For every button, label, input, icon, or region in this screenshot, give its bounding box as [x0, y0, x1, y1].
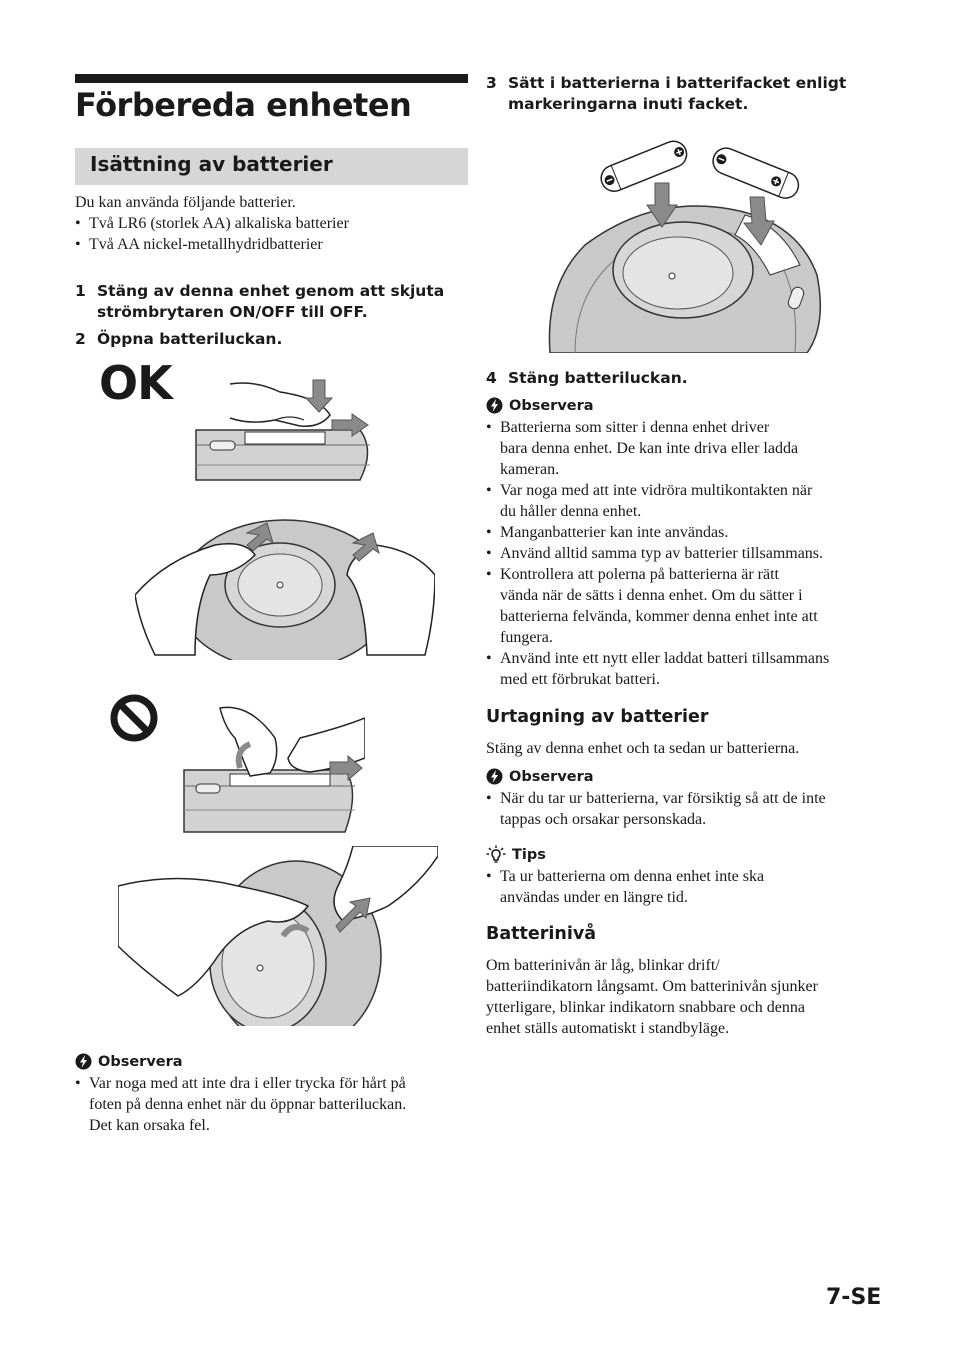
line: Det kan orsaka fel. [89, 1117, 210, 1134]
step-4 [486, 368, 906, 389]
list-item [486, 648, 896, 690]
list-item [486, 564, 896, 648]
intro-block [75, 192, 468, 255]
battery-level-text [486, 955, 896, 1039]
note-list-right [486, 417, 896, 690]
list-item [486, 417, 896, 480]
list-item [486, 480, 896, 522]
line: med ett förbrukat batteri. [500, 671, 660, 688]
line: Använd inte ett nytt eller laddat batteri tillsammans [500, 650, 830, 667]
illustration-slide-wrong [180, 698, 365, 838]
note-heading-removal [486, 768, 594, 785]
lightbulb-icon [486, 845, 506, 865]
line: tappas och orsakar personskada. [500, 811, 707, 828]
line: Ta ur batterierna om denna enhet inte ska [500, 868, 765, 885]
list-item: • Två AA nickel-metallhydridbatterier [75, 234, 468, 255]
page-number: 7-SE [826, 1285, 882, 1310]
line: batterierna felvända, kommer denna enhet inte att [500, 608, 818, 625]
caution-icon [486, 768, 503, 785]
caution-icon [486, 397, 503, 414]
illustration-insert-batteries [545, 135, 825, 353]
note-heading-left [75, 1053, 183, 1070]
line: Var noga med att inte vidröra multikontakten när [500, 482, 813, 499]
list-item [486, 543, 896, 564]
illustration-slide-ok [180, 370, 380, 495]
removal-heading: Urtagning av batterier [486, 707, 709, 727]
illustration-open-wrong [118, 846, 438, 1026]
battery-level-heading: Batterinivå [486, 924, 597, 944]
step-text: Sätt i batterierna i batterifacket enligt [508, 74, 847, 92]
step-text: Stäng batteriluckan. [508, 369, 688, 387]
line: enhet ställs automatiskt i standbyläge. [486, 1020, 730, 1037]
note-list-removal [486, 788, 896, 830]
step-text: strömbrytaren ON/OFF till OFF. [97, 303, 368, 321]
note-heading-right [486, 397, 594, 414]
step-number: 1 [75, 282, 86, 300]
line: användas under en längre tid. [500, 889, 688, 906]
note-list-left [75, 1073, 475, 1136]
list-item: • Två LR6 (storlek AA) alkaliska batterier [75, 213, 468, 234]
line: Var noga med att inte dra i eller trycka för hårt på [89, 1075, 406, 1092]
note-label: Observera [509, 768, 594, 785]
tips-label: Tips [512, 847, 546, 863]
line: du håller denna enhet. [500, 503, 642, 520]
step-1 [75, 281, 475, 323]
step-text: Stäng av denna enhet genom att skjuta [97, 282, 445, 300]
step-number: 3 [486, 74, 497, 92]
step-3 [486, 73, 906, 115]
list-item [486, 788, 896, 830]
removal-text: Stäng av denna enhet och ta sedan ur batterierna. [486, 740, 800, 757]
caution-icon [75, 1053, 92, 1070]
line: Använd alltid samma typ av batterier tillsammans. [500, 545, 824, 562]
note-label: Observera [509, 397, 594, 414]
step-number: 4 [486, 369, 497, 387]
section-title: Isättning av batterier [90, 152, 333, 176]
step-2 [75, 329, 475, 350]
title-rule [75, 74, 468, 83]
list-item [486, 522, 896, 543]
list-item [486, 866, 896, 908]
line: vända när de sätts i denna enhet. Om du sätter i [500, 587, 803, 604]
ok-label: OK [99, 356, 172, 410]
note-label: Observera [98, 1053, 183, 1070]
line: Kontrollera att polerna på batterierna är rätt [500, 566, 779, 583]
line: foten på denna enhet när du öppnar batteriluckan. [89, 1096, 407, 1113]
line: batteriindikatorn långsamt. Om batterinivån sjunker [486, 978, 818, 995]
prohibited-icon [108, 692, 160, 744]
line: kameran. [500, 461, 560, 478]
step-text: Öppna batteriluckan. [97, 330, 283, 348]
line: ytterligare, blinkar indikatorn snabbare och denna [486, 999, 805, 1016]
line: När du tar ur batterierna, var försiktig så att de inte [500, 790, 826, 807]
list-item [75, 1073, 475, 1136]
line: fungera. [500, 629, 553, 646]
tips-list [486, 866, 896, 908]
step-number: 2 [75, 330, 86, 348]
tips-heading [486, 845, 546, 865]
line: bara denna enhet. De kan inte driva eller ladda [500, 440, 799, 457]
page-title: Förbereda enheten [75, 86, 412, 124]
line: Manganbatterier kan inte användas. [500, 524, 729, 541]
line: Batterierna som sitter i denna enhet driver [500, 419, 770, 436]
line: Om batterinivån är låg, blinkar drift/ [486, 957, 720, 974]
intro-lead: Du kan använda följande batterier. [75, 194, 296, 211]
illustration-open-ok [135, 515, 435, 660]
step-text: markeringarna inuti facket. [508, 95, 749, 113]
